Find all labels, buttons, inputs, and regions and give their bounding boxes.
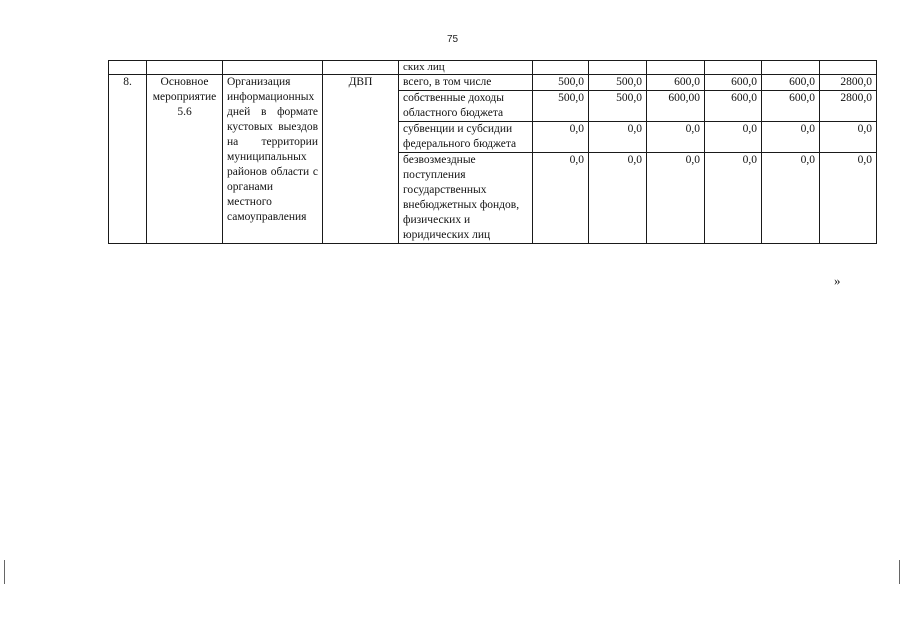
value-cell: 0,0	[705, 153, 762, 244]
value-cell: 600,00	[647, 91, 705, 122]
value-cell: 500,0	[589, 75, 647, 91]
value-cell: 0,0	[762, 122, 820, 153]
value-cell: 0,0	[820, 122, 877, 153]
value-cell: 0,0	[533, 153, 589, 244]
value-cell: 0,0	[589, 122, 647, 153]
scan-edge-mark	[899, 560, 900, 584]
value-cell: 600,0	[705, 75, 762, 91]
value-cell: 500,0	[533, 91, 589, 122]
closing-quote: »	[834, 273, 841, 288]
scan-edge-mark	[4, 560, 5, 584]
funding-source: субвенции и субсидии федерального бюджета	[399, 122, 533, 153]
value-cell: 600,0	[762, 91, 820, 122]
value-cell: 600,0	[647, 75, 705, 91]
budget-table	[108, 60, 877, 244]
table-row	[109, 75, 877, 91]
value-cell: 0,0	[533, 122, 589, 153]
value-cell: 0,0	[589, 153, 647, 244]
funding-source: собственные доходы областного бюджета	[399, 91, 533, 122]
page-number: 75	[446, 34, 459, 45]
continuation-text: ских лиц	[399, 61, 533, 75]
value-cell: 2800,0	[820, 91, 877, 122]
value-cell: 0,0	[647, 122, 705, 153]
value-cell: 600,0	[705, 91, 762, 122]
value-cell: 2800,0	[820, 75, 877, 91]
row-number: 8.	[109, 75, 147, 244]
value-cell: 600,0	[762, 75, 820, 91]
value-cell: 500,0	[533, 75, 589, 91]
funding-source: безвозмездные поступления государственных внебюджетных фондов, физических и юридических лиц	[399, 153, 533, 244]
executor: ДВП	[323, 75, 399, 244]
value-cell: 0,0	[762, 153, 820, 244]
value-cell: 0,0	[705, 122, 762, 153]
measure-description: Организация информационных дней в формате кустовых выездов на территории муниципальных районов области с органами местного самоуправления	[223, 75, 323, 244]
continuation-row	[109, 61, 877, 75]
value-cell: 0,0	[820, 153, 877, 244]
measure-name: Основное мероприятие 5.6	[147, 75, 223, 244]
funding-source: всего, в том числе	[399, 75, 533, 91]
value-cell: 0,0	[647, 153, 705, 244]
value-cell: 500,0	[589, 91, 647, 122]
